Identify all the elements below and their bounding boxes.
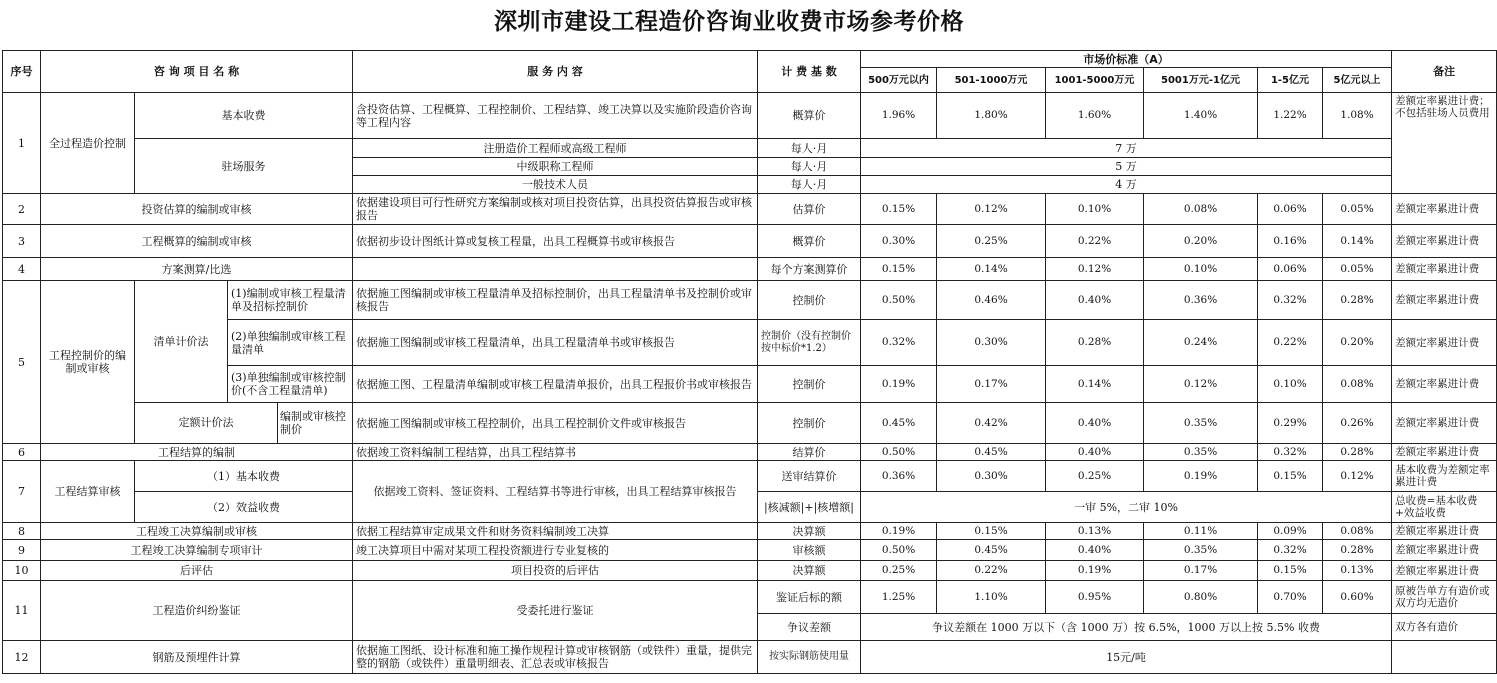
rate-cell: 0.28% (1323, 540, 1392, 561)
rate-cell: 0.50% (861, 540, 937, 561)
rate-cell: 0.05% (1323, 258, 1392, 281)
row-seq: 3 (3, 225, 41, 258)
row-item-name: 工程控制价的编制或审核 (41, 281, 135, 444)
rate-cell: 0.40% (1046, 540, 1144, 561)
row-note: 双方各有造价 (1392, 614, 1497, 641)
row-basis: 控制价 (758, 281, 861, 320)
row-subitem: （1）基本收费 (135, 461, 353, 492)
rate-cell: 0.40% (1046, 403, 1144, 444)
row-note: 差额定率累进计费 (1392, 561, 1497, 581)
rate-cell: 0.14% (937, 258, 1046, 281)
row-basis: 控制价（没有控制价按中标价*1.2） (758, 320, 861, 366)
row-note: 差额定率累进计费 (1392, 281, 1497, 320)
row-content: 依据施工图编制或审核工程量清单，出具工程量清单书或审核报告 (353, 320, 758, 366)
rate-cell: 0.19% (1046, 561, 1144, 581)
rate-cell: 0.13% (1323, 561, 1392, 581)
row-content: 含投资估算、工程概算、工程控制价、工程结算、竣工决算以及实施阶段造价咨询等工程内容 (353, 93, 758, 139)
row-seq: 1 (3, 93, 41, 194)
row-basis: 每人·月 (758, 139, 861, 158)
header-range: 500万元以内 (861, 68, 937, 93)
row-basis: 结算价 (758, 444, 861, 461)
row-item-name: 投资估算的编制或审核 (41, 194, 353, 225)
row-item-name: 钢筋及预埋件计算 (41, 641, 353, 674)
row-basis: 每个方案测算价 (758, 258, 861, 281)
rate-cell: 0.35% (1144, 540, 1258, 561)
rate-cell: 0.32% (1258, 540, 1323, 561)
rate-cell: 0.05% (1323, 194, 1392, 225)
row-basis: 概算价 (758, 225, 861, 258)
row-seq: 9 (3, 540, 41, 561)
rate-cell: 1.80% (937, 93, 1046, 139)
header-basis: 计 费 基 数 (758, 51, 861, 93)
row-subitem: 驻场服务 (135, 139, 353, 194)
merged-value: 争议差额在 1000 万以下（含 1000 万）按 6.5%，1000 万以上按 5.5% 收费 (861, 614, 1392, 641)
rate-cell: 0.40% (1046, 281, 1144, 320)
rate-cell: 0.36% (1144, 281, 1258, 320)
row-content: 一般技术人员 (353, 176, 758, 194)
rate-cell: 0.06% (1258, 258, 1323, 281)
row-seq: 6 (3, 444, 41, 461)
row-seq: 8 (3, 523, 41, 540)
row-basis: 每人·月 (758, 176, 861, 194)
row-note: 差额定率累进计费 (1392, 444, 1497, 461)
row-note: 差额定率累进计费 (1392, 320, 1497, 366)
rate-cell: 0.20% (1323, 320, 1392, 366)
fee-table (2, 50, 1497, 674)
rate-cell: 0.09% (1258, 523, 1323, 540)
rate-cell: 0.22% (1258, 320, 1323, 366)
rate-cell: 0.80% (1144, 581, 1258, 614)
rate-cell: 0.45% (937, 540, 1046, 561)
row-method: 定额计价法 (135, 403, 278, 443)
rate-cell: 0.22% (937, 561, 1046, 581)
rate-cell: 0.19% (861, 523, 937, 540)
row-content: 依据建设项目可行性研究方案编制或核对项目投资估算，出具投资估算报告或审核报告 (353, 194, 758, 225)
rate-cell: 0.95% (1046, 581, 1144, 614)
row-subitem: 基本收费 (135, 93, 353, 139)
rate-cell: 0.15% (1258, 461, 1323, 492)
rate-cell: 1.40% (1144, 93, 1258, 139)
row-basis: 概算价 (758, 93, 861, 139)
rate-cell: 0.12% (937, 194, 1046, 225)
rate-cell: 0.28% (1323, 444, 1392, 461)
row-content: 依据施工图编制或审核工程量清单及招标控制价，出具工程量清单书及控制价或审核报告 (353, 281, 758, 320)
rate-cell: 0.45% (861, 403, 937, 444)
row-subitem: （2）效益收费 (135, 492, 353, 523)
row-item-name: 工程造价纠纷鉴证 (41, 581, 353, 641)
row-basis: 估算价 (758, 194, 861, 225)
rate-cell: 0.50% (861, 281, 937, 320)
rate-cell: 0.08% (1323, 366, 1392, 403)
rate-cell: 0.46% (937, 281, 1046, 320)
rate-cell: 0.32% (1258, 281, 1323, 320)
rate-cell: 0.35% (1144, 444, 1258, 461)
rate-cell: 0.35% (1144, 403, 1258, 444)
rate-cell: 0.12% (1046, 258, 1144, 281)
row-basis: 每人·月 (758, 158, 861, 176)
rate-cell: 0.40% (1046, 444, 1144, 461)
rate-cell: 0.30% (937, 461, 1046, 492)
row-note: 差额定率累进计费；不包括驻场人员费用 (1392, 93, 1497, 194)
rate-cell: 1.96% (861, 93, 937, 139)
rate-cell: 0.29% (1258, 403, 1323, 444)
rate-cell: 0.25% (1046, 461, 1144, 492)
row-seq: 4 (3, 258, 41, 281)
row-item-name: 工程结算审核 (41, 461, 135, 523)
rate-cell: 0.11% (1144, 523, 1258, 540)
header-seq: 序号 (3, 51, 41, 93)
header-item: 咨 询 项 目 名 称 (41, 51, 353, 93)
row-note: 差额定率累进计费 (1392, 366, 1497, 403)
merged-value: 15元/吨 (861, 641, 1392, 674)
row-seq: 11 (3, 581, 41, 641)
rate-cell: 0.28% (1046, 320, 1144, 366)
header-range: 5亿元以上 (1323, 68, 1392, 93)
row-seq: 7 (3, 461, 41, 523)
row-note: 差额定率累进计费 (1392, 523, 1497, 540)
row-basis: 决算额 (758, 561, 861, 581)
row-note (1392, 641, 1497, 674)
rate-cell: 0.26% (1323, 403, 1392, 444)
row-seq: 12 (3, 641, 41, 674)
row-method: 清单计价法 (135, 281, 228, 403)
row-subitem: (1)编制或审核工程量清单及招标控制价 (228, 281, 353, 320)
merged-value: 4 万 (861, 176, 1392, 194)
row-note: 差额定率累进计费 (1392, 540, 1497, 561)
rate-cell: 0.32% (861, 320, 937, 366)
rate-cell: 1.08% (1323, 93, 1392, 139)
rate-cell: 0.10% (1258, 366, 1323, 403)
rate-cell: 0.12% (1323, 461, 1392, 492)
page-title: 深圳市建设工程造价咨询业收费市场参考价格 (494, 9, 964, 35)
row-seq: 10 (3, 561, 41, 581)
row-content: 受委托进行鉴证 (353, 581, 758, 641)
rate-cell: 0.45% (937, 444, 1046, 461)
merged-value: 一审 5%，二审 10% (861, 492, 1392, 523)
row-basis: 控制价 (758, 366, 861, 403)
rate-cell: 0.17% (1144, 561, 1258, 581)
row-content: 项目投资的后评估 (353, 561, 758, 581)
row-content: 注册造价工程师或高级工程师 (353, 139, 758, 158)
row-basis: 争议差额 (758, 614, 861, 641)
row-basis: 决算额 (758, 523, 861, 540)
rate-cell: 0.15% (861, 194, 937, 225)
rate-cell: 0.19% (861, 366, 937, 403)
rate-cell: 0.70% (1258, 581, 1323, 614)
rate-cell: 0.42% (937, 403, 1046, 444)
row-content: 依据竣工资料、签证资料、工程结算书等进行审核，出具工程结算审核报告 (353, 461, 758, 523)
row-content: 中级职称工程师 (353, 158, 758, 176)
rate-cell: 0.36% (861, 461, 937, 492)
row-content: 依据初步设计图纸计算或复核工程量，出具工程概算书或审核报告 (353, 225, 758, 258)
rate-cell: 0.28% (1323, 281, 1392, 320)
row-content: 依据施工图纸、设计标准和施工操作规程计算或审核钢筋（或铁件）重量，提供完整的钢筋（或铁件）重量明细表、汇总表或审核报告 (353, 641, 758, 674)
row-seq: 5 (3, 281, 41, 444)
rate-cell: 0.17% (937, 366, 1046, 403)
row-content: 竣工决算项目中需对某项工程投资额进行专业复核的 (353, 540, 758, 561)
rate-cell: 0.32% (1258, 444, 1323, 461)
row-content: 依据竣工资料编制工程结算，出具工程结算书 (353, 444, 758, 461)
row-subitem: 编制或审核控制价 (280, 410, 346, 436)
row-basis: |核减额|+|核增额| (758, 492, 861, 523)
header-range: 501-1000万元 (937, 68, 1046, 93)
rate-cell: 0.15% (1258, 561, 1323, 581)
rate-cell: 0.15% (937, 523, 1046, 540)
rate-cell: 0.16% (1258, 225, 1323, 258)
rate-cell: 0.06% (1258, 194, 1323, 225)
row-content: 依据工程结算审定成果文件和财务资料编制竣工决算 (353, 523, 758, 540)
row-item-name: 工程概算的编制或审核 (41, 225, 353, 258)
row-item-name: 工程结算的编制 (41, 444, 353, 461)
row-content (353, 258, 758, 281)
rate-cell: 0.50% (861, 444, 937, 461)
rate-cell: 0.20% (1144, 225, 1258, 258)
row-basis: 审核额 (758, 540, 861, 561)
rate-cell: 0.19% (1144, 461, 1258, 492)
row-basis: 按实际钢筋使用量 (758, 641, 861, 674)
row-note: 差额定率累进计费 (1392, 225, 1497, 258)
rate-cell: 1.25% (861, 581, 937, 614)
rate-cell: 0.10% (1046, 194, 1144, 225)
rate-cell: 0.12% (1144, 366, 1258, 403)
row-note: 差额定率累进计费 (1392, 258, 1497, 281)
row-content: 依据施工图编制或审核工程控制价，出具工程控制价文件或审核报告 (353, 403, 758, 444)
row-note: 基本收费为差额定率累进计费 (1392, 461, 1497, 492)
rate-cell: 1.22% (1258, 93, 1323, 139)
row-note: 差额定率累进计费 (1392, 403, 1497, 444)
merged-value: 5 万 (861, 158, 1392, 176)
row-subitem: (3)单独编制或审核控制价(不含工程量清单) (228, 366, 353, 403)
rate-cell: 0.15% (861, 258, 937, 281)
rate-cell: 1.10% (937, 581, 1046, 614)
row-note: 差额定率累进计费 (1392, 194, 1497, 225)
header-content: 服 务 内 容 (353, 51, 758, 93)
rate-cell: 0.13% (1046, 523, 1144, 540)
rate-cell: 0.22% (1046, 225, 1144, 258)
rate-cell: 0.24% (1144, 320, 1258, 366)
rate-cell: 0.60% (1323, 581, 1392, 614)
merged-value: 7 万 (861, 139, 1392, 158)
rate-cell: 0.14% (1046, 366, 1144, 403)
row-note: 原被告单方有造价或双方均无造价 (1392, 581, 1497, 614)
rate-cell: 0.10% (1144, 258, 1258, 281)
row-subitem: (2)单独编制或审核工程量清单 (228, 320, 353, 366)
header-market: 市场价标准（A） (861, 51, 1392, 68)
rate-cell: 0.30% (861, 225, 937, 258)
row-basis: 控制价 (758, 403, 861, 444)
rate-cell: 0.30% (937, 320, 1046, 366)
rate-cell: 0.25% (937, 225, 1046, 258)
rate-cell: 0.08% (1144, 194, 1258, 225)
row-item-name: 工程竣工决算编制专项审计 (41, 540, 353, 561)
row-note: 总收费=基本收费+效益收费 (1392, 492, 1497, 523)
header-range: 1001-5000万元 (1046, 68, 1144, 93)
row-item-name: 后评估 (41, 561, 353, 581)
header-range: 5001万元-1亿元 (1144, 68, 1258, 93)
row-item-name: 工程竣工决算编制或审核 (41, 523, 353, 540)
rate-cell: 0.14% (1323, 225, 1392, 258)
row-content: 依据施工图、工程量清单编制或审核工程量清单报价，出具工程报价书或审核报告 (353, 366, 758, 403)
row-item-name: 全过程造价控制 (41, 93, 135, 194)
rate-cell: 1.60% (1046, 93, 1144, 139)
header-note: 备注 (1392, 51, 1497, 93)
row-basis: 鉴证后标的额 (758, 581, 861, 614)
row-item-name: 方案测算/比选 (41, 258, 353, 281)
rate-cell: 0.25% (861, 561, 937, 581)
rate-cell: 0.08% (1323, 523, 1392, 540)
row-basis: 送审结算价 (758, 461, 861, 492)
header-range: 1-5亿元 (1258, 68, 1323, 93)
row-seq: 2 (3, 194, 41, 225)
